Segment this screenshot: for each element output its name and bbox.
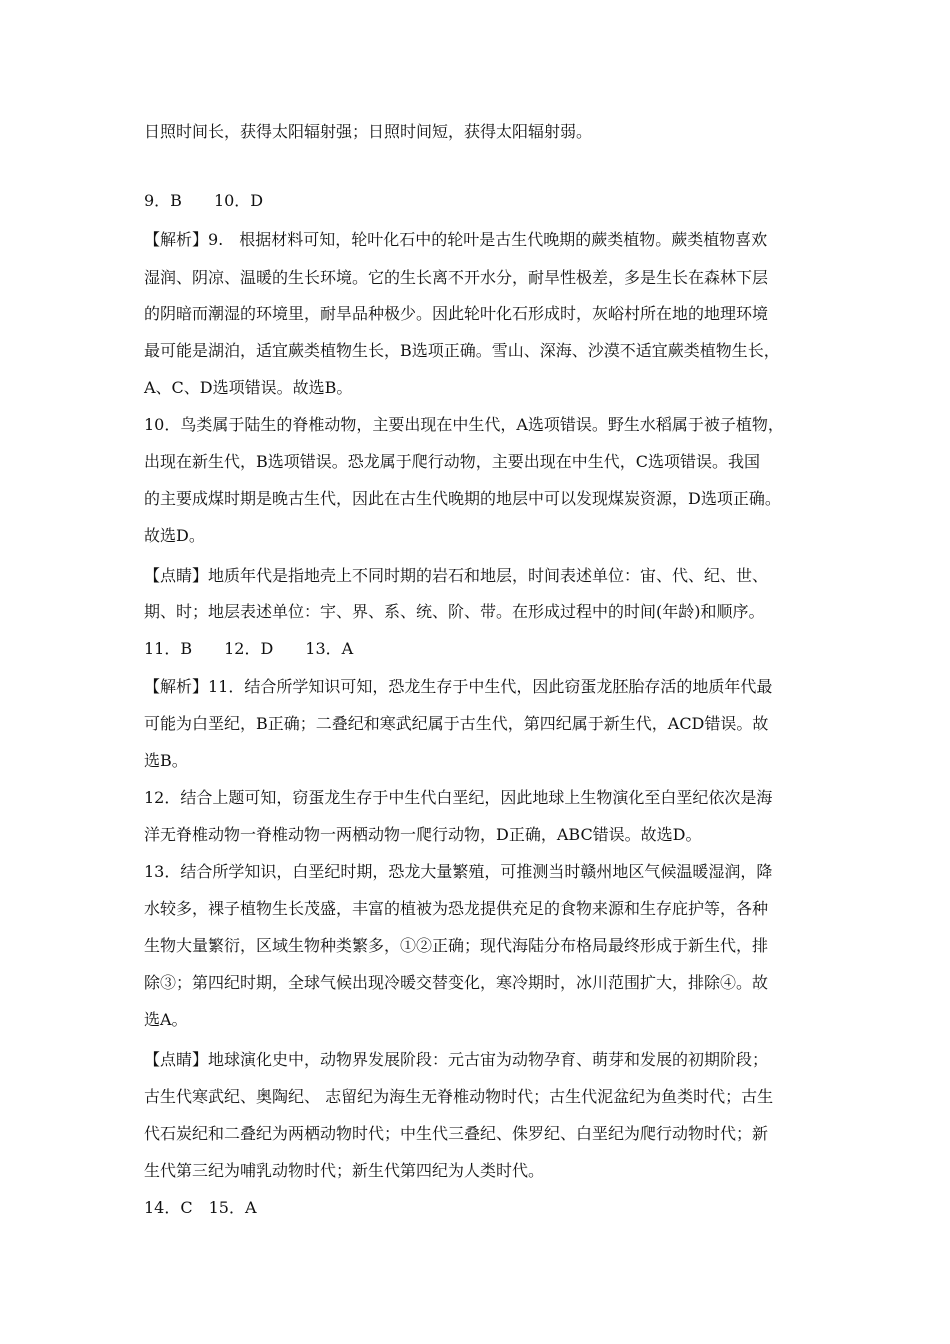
- text-line: 洋无脊椎动物一脊椎动物一两栖动物一爬行动物，D正确，ABC错误。故选D。: [144, 825, 702, 844]
- text-line: 日照时间长，获得太阳辐射强；日照时间短，获得太阳辐射弱。: [144, 122, 593, 141]
- text-line: 生代第三纪为哺乳动物时代；新生代第四纪为人类时代。: [144, 1161, 545, 1180]
- text-line: 代石炭纪和二叠纪为两栖动物时代；中生代三叠纪、侏罗纪、白垩纪为爬行动物时代；新: [144, 1124, 769, 1143]
- text-line: 10．鸟类属于陆生的脊椎动物，主要出现在中生代，A选项错误。野生水稻属于被子植物，: [144, 415, 784, 434]
- answer-line: 14．C 15．A: [144, 1198, 257, 1217]
- text-line: 的阴暗而潮湿的环境里，耐旱品种极少。因此轮叶化石形成时，灰峪村所在地的地理环境: [144, 304, 769, 323]
- answer-line: 11．B 12．D 13．A: [144, 639, 354, 658]
- text-line: 【解析】9. 根据材料可知，轮叶化石中的轮叶是古生代晚期的蕨类植物。蕨类植物喜欢: [144, 230, 768, 249]
- text-line: 出现在新生代，B选项错误。恐龙属于爬行动物，主要出现在中生代，C选项错误。我国: [144, 452, 761, 471]
- text-line: 12．结合上题可知，窃蛋龙生存于中生代白垩纪，因此地球上生物演化至白垩纪依次是海: [144, 788, 773, 807]
- text-line: 【解析】11．结合所学知识可知，恐龙生存于中生代，因此窃蛋龙胚胎存活的地质年代最: [144, 677, 773, 696]
- text-line: A、C、D选项错误。故选B。: [144, 378, 353, 397]
- answer-line: 9．B 10．D: [144, 191, 264, 210]
- text-line: 选A。: [144, 1010, 188, 1029]
- text-line: 【点睛】地球演化史中，动物界发展阶段：元古宙为动物孕育、萌芽和发展的初期阶段；: [144, 1050, 769, 1069]
- text-line: 最可能是湖泊，适宜蕨类植物生长，B选项正确。雪山、深海、沙漠不适宜蕨类植物生长，: [144, 341, 780, 360]
- text-line: 水较多，裸子植物生长茂盛，丰富的植被为恐龙提供充足的食物来源和生存庇护等，各种: [144, 899, 769, 918]
- text-line: 除③；第四纪时期，全球气候出现冷暖交替变化，寒冷期时，冰川范围扩大，排除④。故: [144, 973, 769, 992]
- text-line: 【点睛】地质年代是指地壳上不同时期的岩石和地层，时间表述单位：宙、代、纪、世、: [144, 566, 769, 585]
- text-line: 故选D。: [144, 526, 205, 545]
- text-line: 期、时；地层表述单位：宇、界、系、统、阶、带。在形成过程中的时间(年龄)和顺序。: [144, 602, 765, 621]
- text-line: 选B。: [144, 751, 188, 770]
- text-line: 13．结合所学知识，白垩纪时期，恐龙大量繁殖，可推测当时赣州地区气候温暖湿润，降: [144, 862, 773, 881]
- text-line: 古生代寒武纪、奥陶纪、 志留纪为海生无脊椎动物时代；古生代泥盆纪为鱼类时代；古生: [144, 1087, 774, 1106]
- text-line: 可能为白垩纪，B正确；二叠纪和寒武纪属于古生代，第四纪属于新生代，ACD错误。故: [144, 714, 769, 733]
- text-line: 湿润、阴凉、温暖的生长环境。它的生长离不开水分，耐旱性极差，多是生长在森林下层: [144, 268, 769, 287]
- text-line: 生物大量繁衍，区域生物种类繁多，①②正确；现代海陆分布格局最终形成于新生代，排: [144, 936, 769, 955]
- text-line: 的主要成煤时期是晚古生代，因此在古生代晚期的地层中可以发现煤炭资源，D选项正确。: [144, 489, 781, 508]
